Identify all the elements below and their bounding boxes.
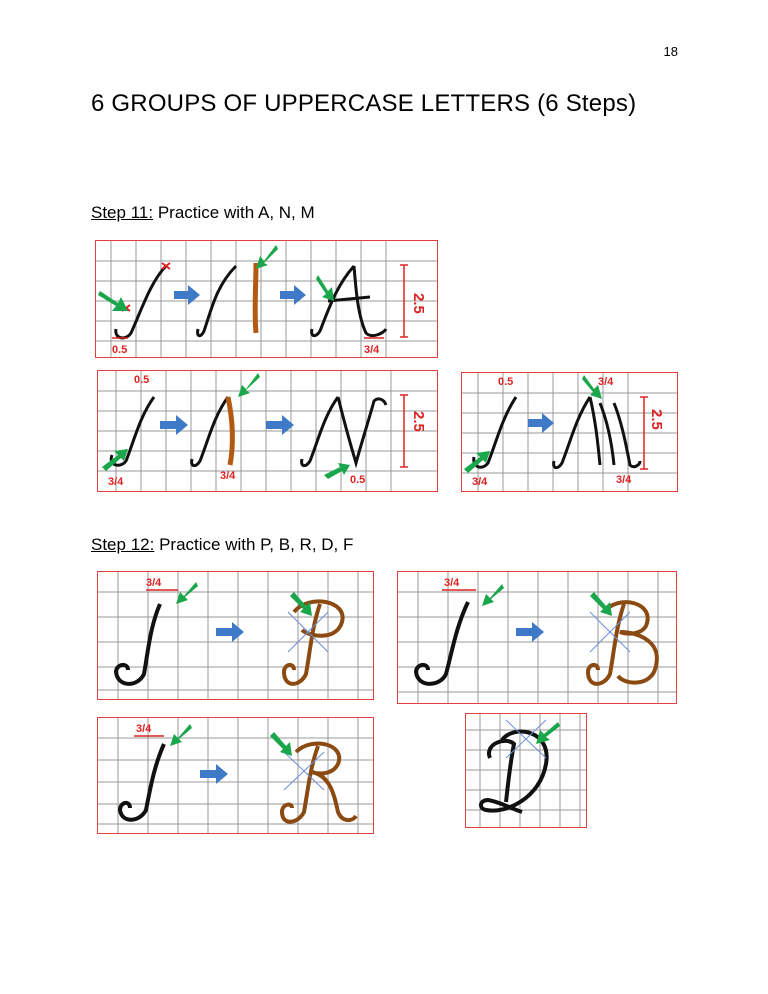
green-arrow-icon <box>590 592 612 616</box>
blue-arrow-icon <box>160 415 188 435</box>
new-stroke-highlight <box>255 263 256 333</box>
width-label-half: 0.5 <box>134 374 150 386</box>
step-12-text-bold: Practice <box>159 535 221 554</box>
blue-arrow-icon <box>200 764 228 784</box>
practice-panel-a <box>95 240 438 358</box>
grid-lines <box>98 371 437 491</box>
blue-arrow-icon <box>280 285 306 305</box>
page-title: 6 GROUPS OF UPPERCASE LETTERS (6 Steps) <box>91 90 637 117</box>
width-label-3-4: 3/4 <box>108 476 124 488</box>
step-11-label: Step 11: <box>91 203 154 222</box>
step-12-heading <box>91 535 353 555</box>
width-label-3-4: 3/4 <box>220 470 236 482</box>
green-arrow-icon <box>170 724 192 746</box>
letter-r-complete <box>282 743 356 821</box>
green-arrow-icon <box>482 584 504 606</box>
height-label: 2.5 <box>410 411 427 432</box>
step-11-text: with A, N, M <box>219 203 315 222</box>
green-arrow-icon <box>102 449 128 471</box>
step-12-text: with P, B, R, D, F <box>220 535 354 554</box>
practice-panel-p <box>97 571 374 700</box>
letter-p-complete <box>284 601 343 683</box>
letter-m-complete <box>554 397 640 468</box>
width-label-3-4: 3/4 <box>598 376 614 388</box>
width-label-3-4: 3/4 <box>136 723 152 735</box>
width-label-3-4: 3/4 <box>364 344 380 356</box>
width-label-half: 0.5 <box>350 474 366 486</box>
width-label-3-4: 3/4 <box>444 577 460 589</box>
width-label-half: 0.5 <box>498 376 514 388</box>
width-label-3-4: 3/4 <box>146 577 162 589</box>
step-12-label: Step 12: <box>91 535 155 554</box>
green-arrow-icon <box>256 245 278 269</box>
green-arrow-icon <box>464 451 490 473</box>
width-label-half: 0.5 <box>112 344 128 356</box>
height-label: 2.5 <box>410 293 427 314</box>
blue-arrow-icon <box>266 415 294 435</box>
practice-panel-b <box>397 571 677 704</box>
green-arrow-icon <box>176 582 198 604</box>
practice-panel-d <box>465 713 587 828</box>
step-11-heading <box>91 203 315 223</box>
guide-cross-lines <box>284 752 324 790</box>
green-arrow-icon <box>290 592 312 616</box>
height-label: 2.5 <box>648 409 665 430</box>
blue-arrow-icon <box>516 622 544 642</box>
step-11-text-bold: Practice <box>157 203 220 222</box>
green-arrow-icon <box>270 732 292 756</box>
practice-panel-r <box>97 717 374 834</box>
letter-base-stroke <box>116 604 160 684</box>
blue-arrow-icon <box>528 413 554 433</box>
green-arrow-icon <box>316 275 334 301</box>
practice-panel-n <box>97 370 438 492</box>
practice-panel-m <box>461 372 678 492</box>
blue-arrow-icon <box>216 622 244 642</box>
guide-cross-lines <box>288 612 328 652</box>
letter-base-stroke <box>416 602 468 684</box>
width-label-3-4: 3/4 <box>472 476 488 488</box>
page-number: 18 <box>663 44 678 59</box>
blue-arrow-icon <box>174 285 200 305</box>
width-label-3-4: 3/4 <box>616 474 632 486</box>
